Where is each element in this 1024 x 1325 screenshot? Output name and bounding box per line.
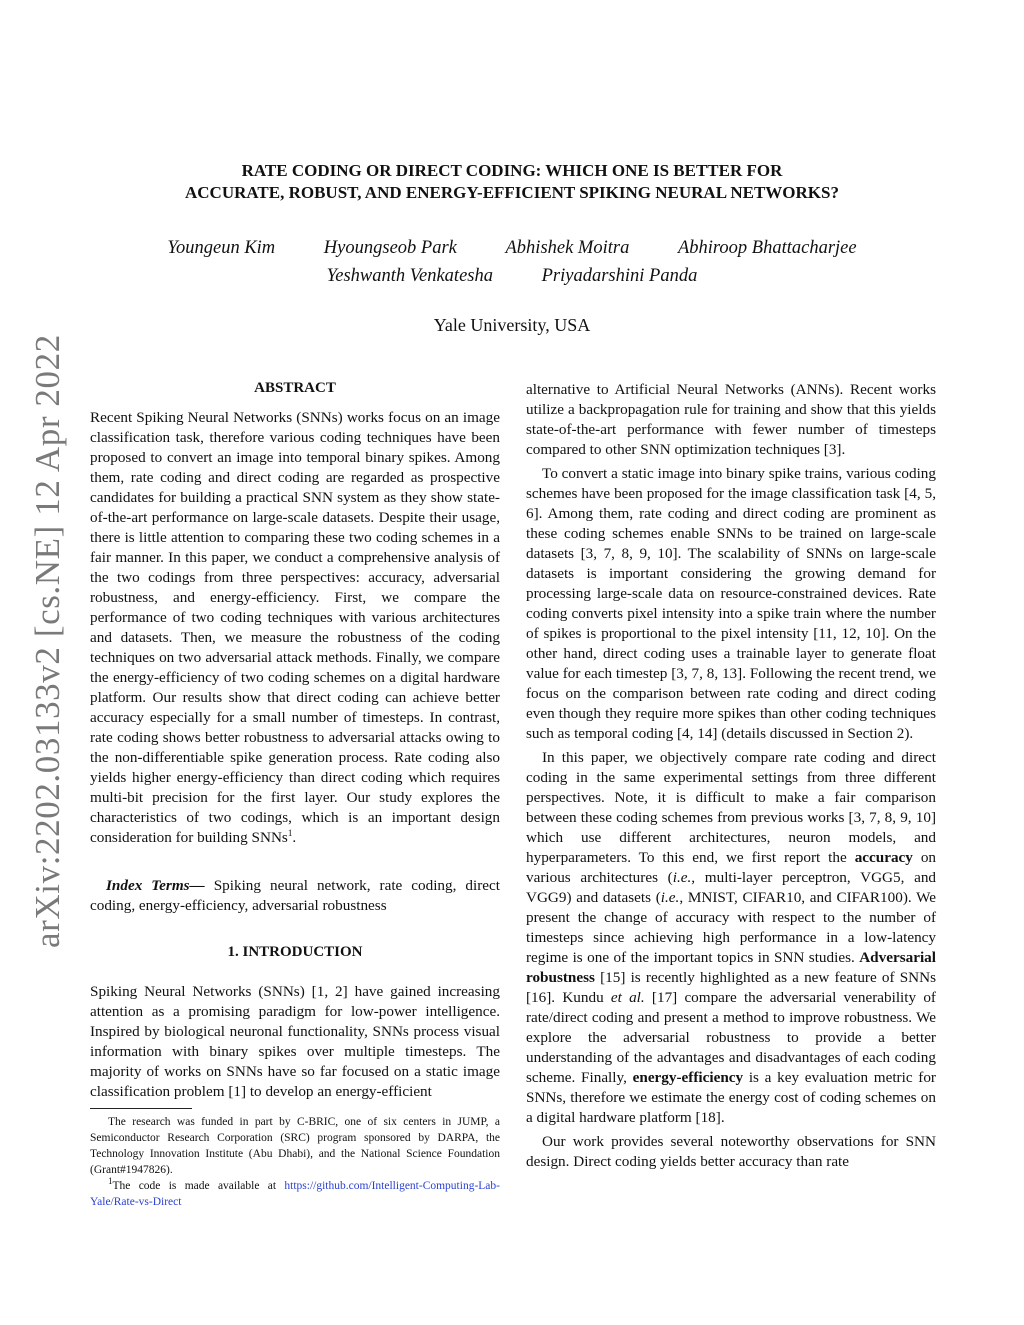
right-column [526, 380, 936, 1172]
code-link[interactable]: https://github.com/Intelligent-Computing-Lab-Yale/Rate-vs-Direct [90, 1180, 500, 1208]
footnote-mark: 1 [287, 827, 293, 838]
author-row-2 [80, 266, 944, 287]
arxiv-stamp: arXiv:2202.03133v2 [cs.NE] 12 Apr 2022 [28, 334, 67, 948]
introduction-heading: 1. INTRODUCTION [227, 944, 363, 960]
bold-term: Adversarial robustness [526, 949, 936, 986]
author-name: Hyoungseob Park [323, 238, 457, 258]
title-line-2: ACCURATE, ROBUST, AND ENERGY-EFFICIENT SPIKING NEURAL NETWORKS? [185, 183, 839, 202]
introduction-body [90, 982, 500, 1102]
author-name: Abhishek Moitra [505, 238, 630, 258]
bold-term: energy-efficiency [632, 1069, 744, 1086]
paragraph: To convert a static image into binary spike trains, various coding schemes have been proposed for the image classification task [4, 5, 6]. Among them, rate coding and direct coding are prominent as these coding schemes enable SNNs to be trained on large-scale datasets [3, 7, 8, 9, 10]. The scalability of SNNs on large-scale datasets is important considering the growing demand for processing large-scale data on resource-constrained devices. Rate coding converts pixel intensity into a spike train where the number of spikes is proportional to the pixel intensity [11, 12, 10]. On the other hand, direct coding uses a trainable layer to generate float value for each timestep [3, 7, 8, 13]. Following the recent trend, we focus on the comparison between rate coding and direct coding even though they require more spikes than other coding techniques such as temporal coding [4, 14] (details discussed in Section 2). [526, 465, 936, 742]
author-name: Abhiroop Bhattacharjee [677, 238, 857, 258]
abstract-body [90, 408, 500, 848]
title-line-1: RATE CODING OR DIRECT CODING: WHICH ONE IS BETTER FOR [241, 161, 783, 180]
index-terms [90, 876, 500, 916]
paragraph: In this paper, we objectively compare rate coding and direct coding in the same experimental settings from three different perspectives. Note, it is difficult to make a fair comparison between these coding schemes from previous works [3, 7, 8, 9, 10] which use different architectures, neuron models, and hyperparameters. To this end, we first report the accuracy on various architectures (i.e., multi-layer perceptron, VGG5, and VGG9) and datasets (i.e., MNIST, CIFAR10, and CIFAR100). We present the change of accuracy with respect to the number of timesteps since achieving high performance in a low-latency regime is one of the important topics in SNN studies. Adversarial robustness [15] is recently highlighted as a new feature of SNNs [16]. Kundu et al. [17] compare the adversarial venerability of rate/direct coding and present a method to improve robustness. We explore the adversarial robustness to provide a better understanding of the advantages and disadvantages of each coding scheme. Finally, energy-efficiency is a key evaluation metric for SNNs, therefore we estimate the energy cost of coding schemes on a digital hardware platform [18]. [526, 749, 937, 1126]
footnotes [90, 1114, 500, 1210]
author-row-1 [80, 238, 944, 259]
paragraph: Our work provides several noteworthy observations for SNN design. Direct coding yields better accuracy than rate [526, 1133, 936, 1170]
abstract-text: Recent Spiking Neural Networks (SNNs) works focus on an image classification task, therefore various coding techniques have been proposed to convert an image into temporal binary spikes. Among them, rate coding and direct coding are regarded as prospective candidates for building a practical SNN system as they show state-of-the-art performance on large-scale datasets. Despite their usage, there is little attention to comparing these two coding schemes in a fair manner. In this paper, we conduct a comprehensive analysis of the two codings from three perspectives: accuracy, adversarial robustness, and energy-efficiency. First, we compare the performance of two coding techniques with various architectures and datasets. Then, we measure the robustness of the coding techniques on two adversarial attack methods. Finally, we compare the energy-efficiency of two coding schemes on a digital hardware platform. Our results show that direct coding can achieve better accuracy especially for a small number of timesteps. In contrast, rate coding shows better robustness to adversarial attacks owing to the non-differentiable spike generation process. Rate coding also yields higher energy-efficiency than direct coding which requires multi-bit precision for the first layer. Our study explores the characteristics of two codings, which is an important design consideration for building SNNs [90, 409, 500, 846]
author-name: Youngeun Kim [167, 238, 276, 258]
author-name: Yeshwanth Venkatesha [326, 266, 493, 286]
bold-term: accuracy [854, 849, 913, 866]
affiliation: Yale University, USA [433, 315, 591, 335]
index-terms-label: Index Terms— [106, 877, 205, 894]
index-terms-text: Spiking neural network, rate coding, direct coding, energy-efficiency, adversarial robustness [90, 877, 500, 914]
intro-paragraph: Spiking Neural Networks (SNNs) [1, 2] have gained increasing attention as a promising paradigm for low-power intelligence. Inspired by biological neuronal functionality, SNNs process visual information with binary spikes over multiple timesteps. The majority of works on SNNs have so far focused on a static image classification problem [1] to develop an energy-efficient [90, 983, 500, 1100]
footnote-divider [90, 1108, 192, 1109]
funding-footnote: The research was funded in part by C-BRIC, one of six centers in JUMP, a Semiconductor Research Corporation (SRC) program sponsored by DARPA, the Technology Innovation Institute (Abu Dhabi), and the National Science Foundation (Grant#1947826). [90, 1116, 500, 1176]
paper-title [80, 160, 944, 204]
abstract-end: . [292, 829, 297, 846]
author-name: Priyadarshini Panda [541, 266, 698, 286]
code-footnote-text: The code is made available at [112, 1180, 285, 1192]
footnote-mark: 1 [108, 1176, 113, 1187]
paragraph: alternative to Artificial Neural Networks (ANNs). Recent works utilize a backpropagation rule for training and show that this yields state-of-the-art performance with fewer number of timesteps compared to other SNN optimization techniques [3]. [526, 381, 936, 458]
abstract-heading: ABSTRACT [254, 380, 336, 396]
